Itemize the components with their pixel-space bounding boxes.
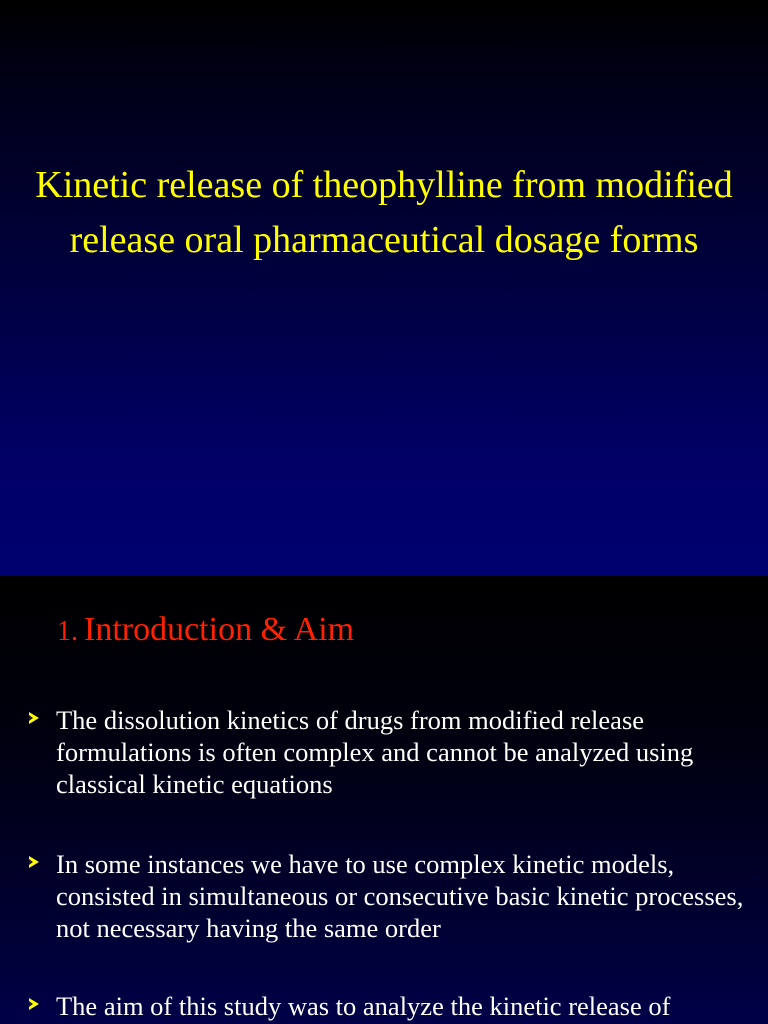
section-number: 1. [57, 616, 78, 647]
introduction-slide [0, 576, 768, 1024]
arrowhead-bullet-icon [29, 998, 39, 1010]
section-heading [57, 608, 354, 655]
arrowhead-bullet-icon [29, 856, 39, 868]
bullet-text: In some instances we have to use complex kinetic models, consisted in simultaneous or consecutive basic kinetic processes, not necessary having the same order [56, 849, 744, 943]
slide-title: Kinetic release of theophylline from modified release oral pharmaceutical dosage forms [35, 164, 733, 261]
bullet-text: The aim of this study was to analyze the kinetic release of [56, 991, 671, 1021]
section-title: Introduction & Aim [84, 611, 355, 648]
bullet-text: The dissolution kinetics of drugs from modified release formulations is often complex and cannot be analyzed using classical kinetic equations [56, 705, 694, 799]
arrowhead-bullet-icon [29, 712, 39, 724]
